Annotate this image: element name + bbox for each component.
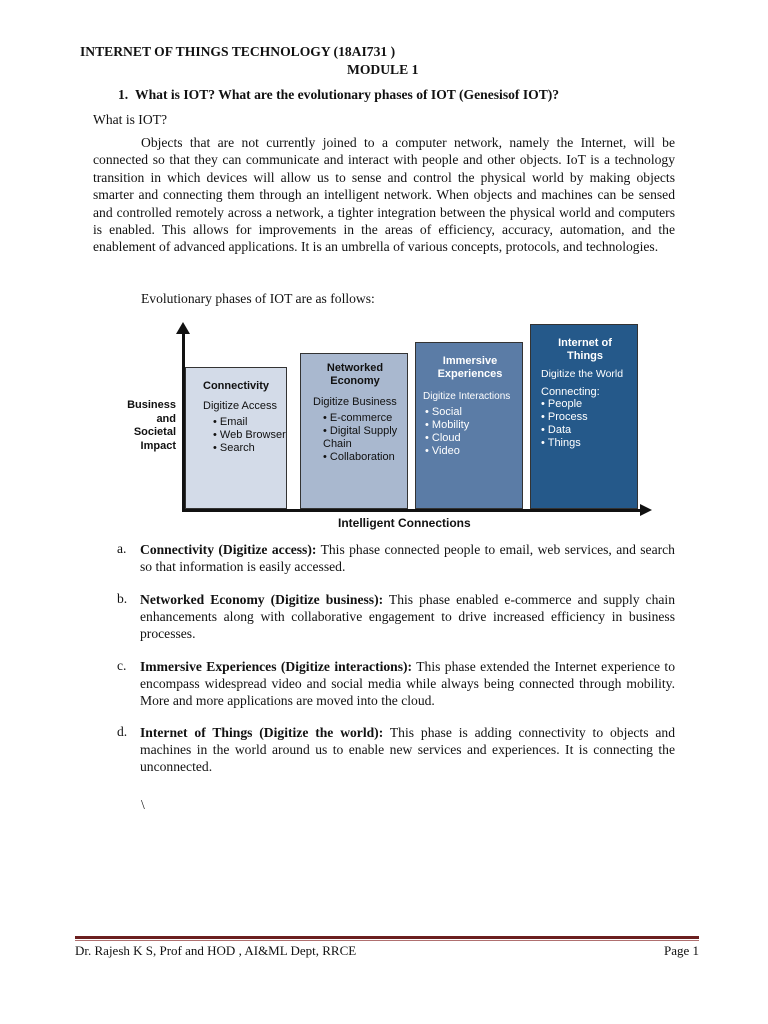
- phase-item: • Collaboration: [323, 451, 403, 464]
- y-label-line: Impact: [140, 439, 176, 452]
- phase-item: • Cloud: [425, 432, 522, 445]
- question-text: What is IOT? What are the evolutionary phases of IOT (Genesisof IOT)?: [135, 87, 560, 102]
- list-item: [117, 541, 675, 575]
- phase-box-immersive-experiences: [415, 342, 523, 509]
- list-marker: c.: [117, 658, 127, 673]
- phase-title: Networked Economy: [326, 362, 384, 387]
- list-item: [117, 591, 675, 643]
- iot-phases-diagram: [110, 320, 655, 535]
- module-header: MODULE 1: [347, 62, 419, 77]
- phase-item: • People: [541, 398, 637, 411]
- phase-item: • Search: [213, 442, 286, 455]
- phase-subtitle: Digitize Access: [203, 400, 277, 412]
- footer-author: Dr. Rajesh K S, Prof and HOD , AI&ML Dept, RRCE: [75, 943, 357, 958]
- phase-item: • Things: [541, 437, 637, 450]
- x-axis-label: Intelligent Connections: [338, 516, 471, 530]
- stray-character: \: [141, 797, 145, 812]
- x-axis-arrow-icon: [640, 504, 652, 516]
- footer-page-number: Page 1: [663, 943, 699, 958]
- phases-intro: Evolutionary phases of IOT are as follows:: [141, 291, 375, 306]
- phase-title: Internet of Things: [558, 337, 612, 362]
- list-marker: a.: [117, 541, 127, 556]
- y-label-line: and: [156, 412, 176, 425]
- phase-item: • Data: [541, 424, 637, 437]
- list-term: Immersive Experiences (Digitize interactions):: [140, 659, 413, 674]
- phase-item: • Digital Supply Chain: [323, 425, 403, 451]
- phase-title: Connectivity: [203, 380, 270, 392]
- phase-box-connectivity: [185, 367, 287, 509]
- phase-subtitle: Digitize Business: [313, 396, 397, 408]
- footer-rule: [75, 936, 699, 939]
- phase-box-internet-of-things: [530, 324, 638, 509]
- subheading: What is IOT?: [93, 112, 167, 127]
- phase-box-networked-economy: [300, 353, 408, 509]
- phase-subtitle: Digitize Interactions: [423, 391, 511, 402]
- list-text: This phase connected people to email, web services, and search so that information is easily accessed.: [140, 542, 675, 575]
- list-text: This phase enabled e-commerce and supply chain enhancements along with collaborative engagement to drive increased efficiency in business processes.: [140, 592, 675, 642]
- phase-item: • Email: [213, 416, 286, 429]
- list-text: This phase extended the Internet experience to encompass widespread video and social media while always being connected through mobility. More and more applications are moved into the cloud.: [140, 659, 675, 709]
- list-item: [117, 658, 675, 710]
- intro-paragraph: Objects that are not currently joined to a computer network, namely the Internet, will be connected so that they can communicate and interact with people and other objects. IoT is a technology transition in which devices will allow us to sense and control the physical world by making objects smarter and connecting them through an intelligent network. When objects and machines can be sensed and controlled remotely across a network, a tighter integration between the physical world and computers is enabled. This allows for improvements in the areas of efficiency, accuracy, automation, and the enablement of advanced applications. It is an umbrella of various concepts, protocols, and technologies.: [93, 135, 675, 255]
- course-header: INTERNET OF THINGS TECHNOLOGY (18AI731 ): [80, 44, 396, 59]
- phase-subtitle: Digitize the World: [541, 368, 624, 380]
- y-axis-label: [110, 399, 176, 453]
- phase-lead: Connecting:: [541, 386, 600, 398]
- phase-item: • E-commerce: [323, 412, 403, 425]
- phase-item: • Process: [541, 411, 637, 424]
- list-item: [117, 724, 675, 776]
- question-number: 1.: [118, 87, 129, 102]
- question-heading: [118, 87, 559, 103]
- phase-item: • Video: [425, 445, 522, 458]
- list-term: Internet of Things (Digitize the world):: [140, 725, 384, 740]
- phase-item: • Mobility: [425, 419, 522, 432]
- y-label-line: Business: [127, 399, 176, 411]
- phase-item: • Web Browser: [213, 429, 286, 442]
- x-axis: [182, 509, 642, 512]
- y-label-line: Societal: [133, 426, 176, 438]
- list-term: Networked Economy (Digitize business):: [140, 592, 384, 607]
- list-marker: d.: [117, 724, 128, 739]
- phase-item: • Social: [425, 406, 522, 419]
- list-term: Connectivity (Digitize access):: [140, 542, 317, 557]
- footer-rule-thin: [75, 940, 699, 941]
- list-text: This phase is adding connectivity to objects and machines in the world around us to enable new services and experiences. It is connecting the unconnected.: [140, 725, 675, 775]
- list-marker: b.: [117, 591, 128, 606]
- phase-title: Immersive Experiences: [437, 355, 503, 380]
